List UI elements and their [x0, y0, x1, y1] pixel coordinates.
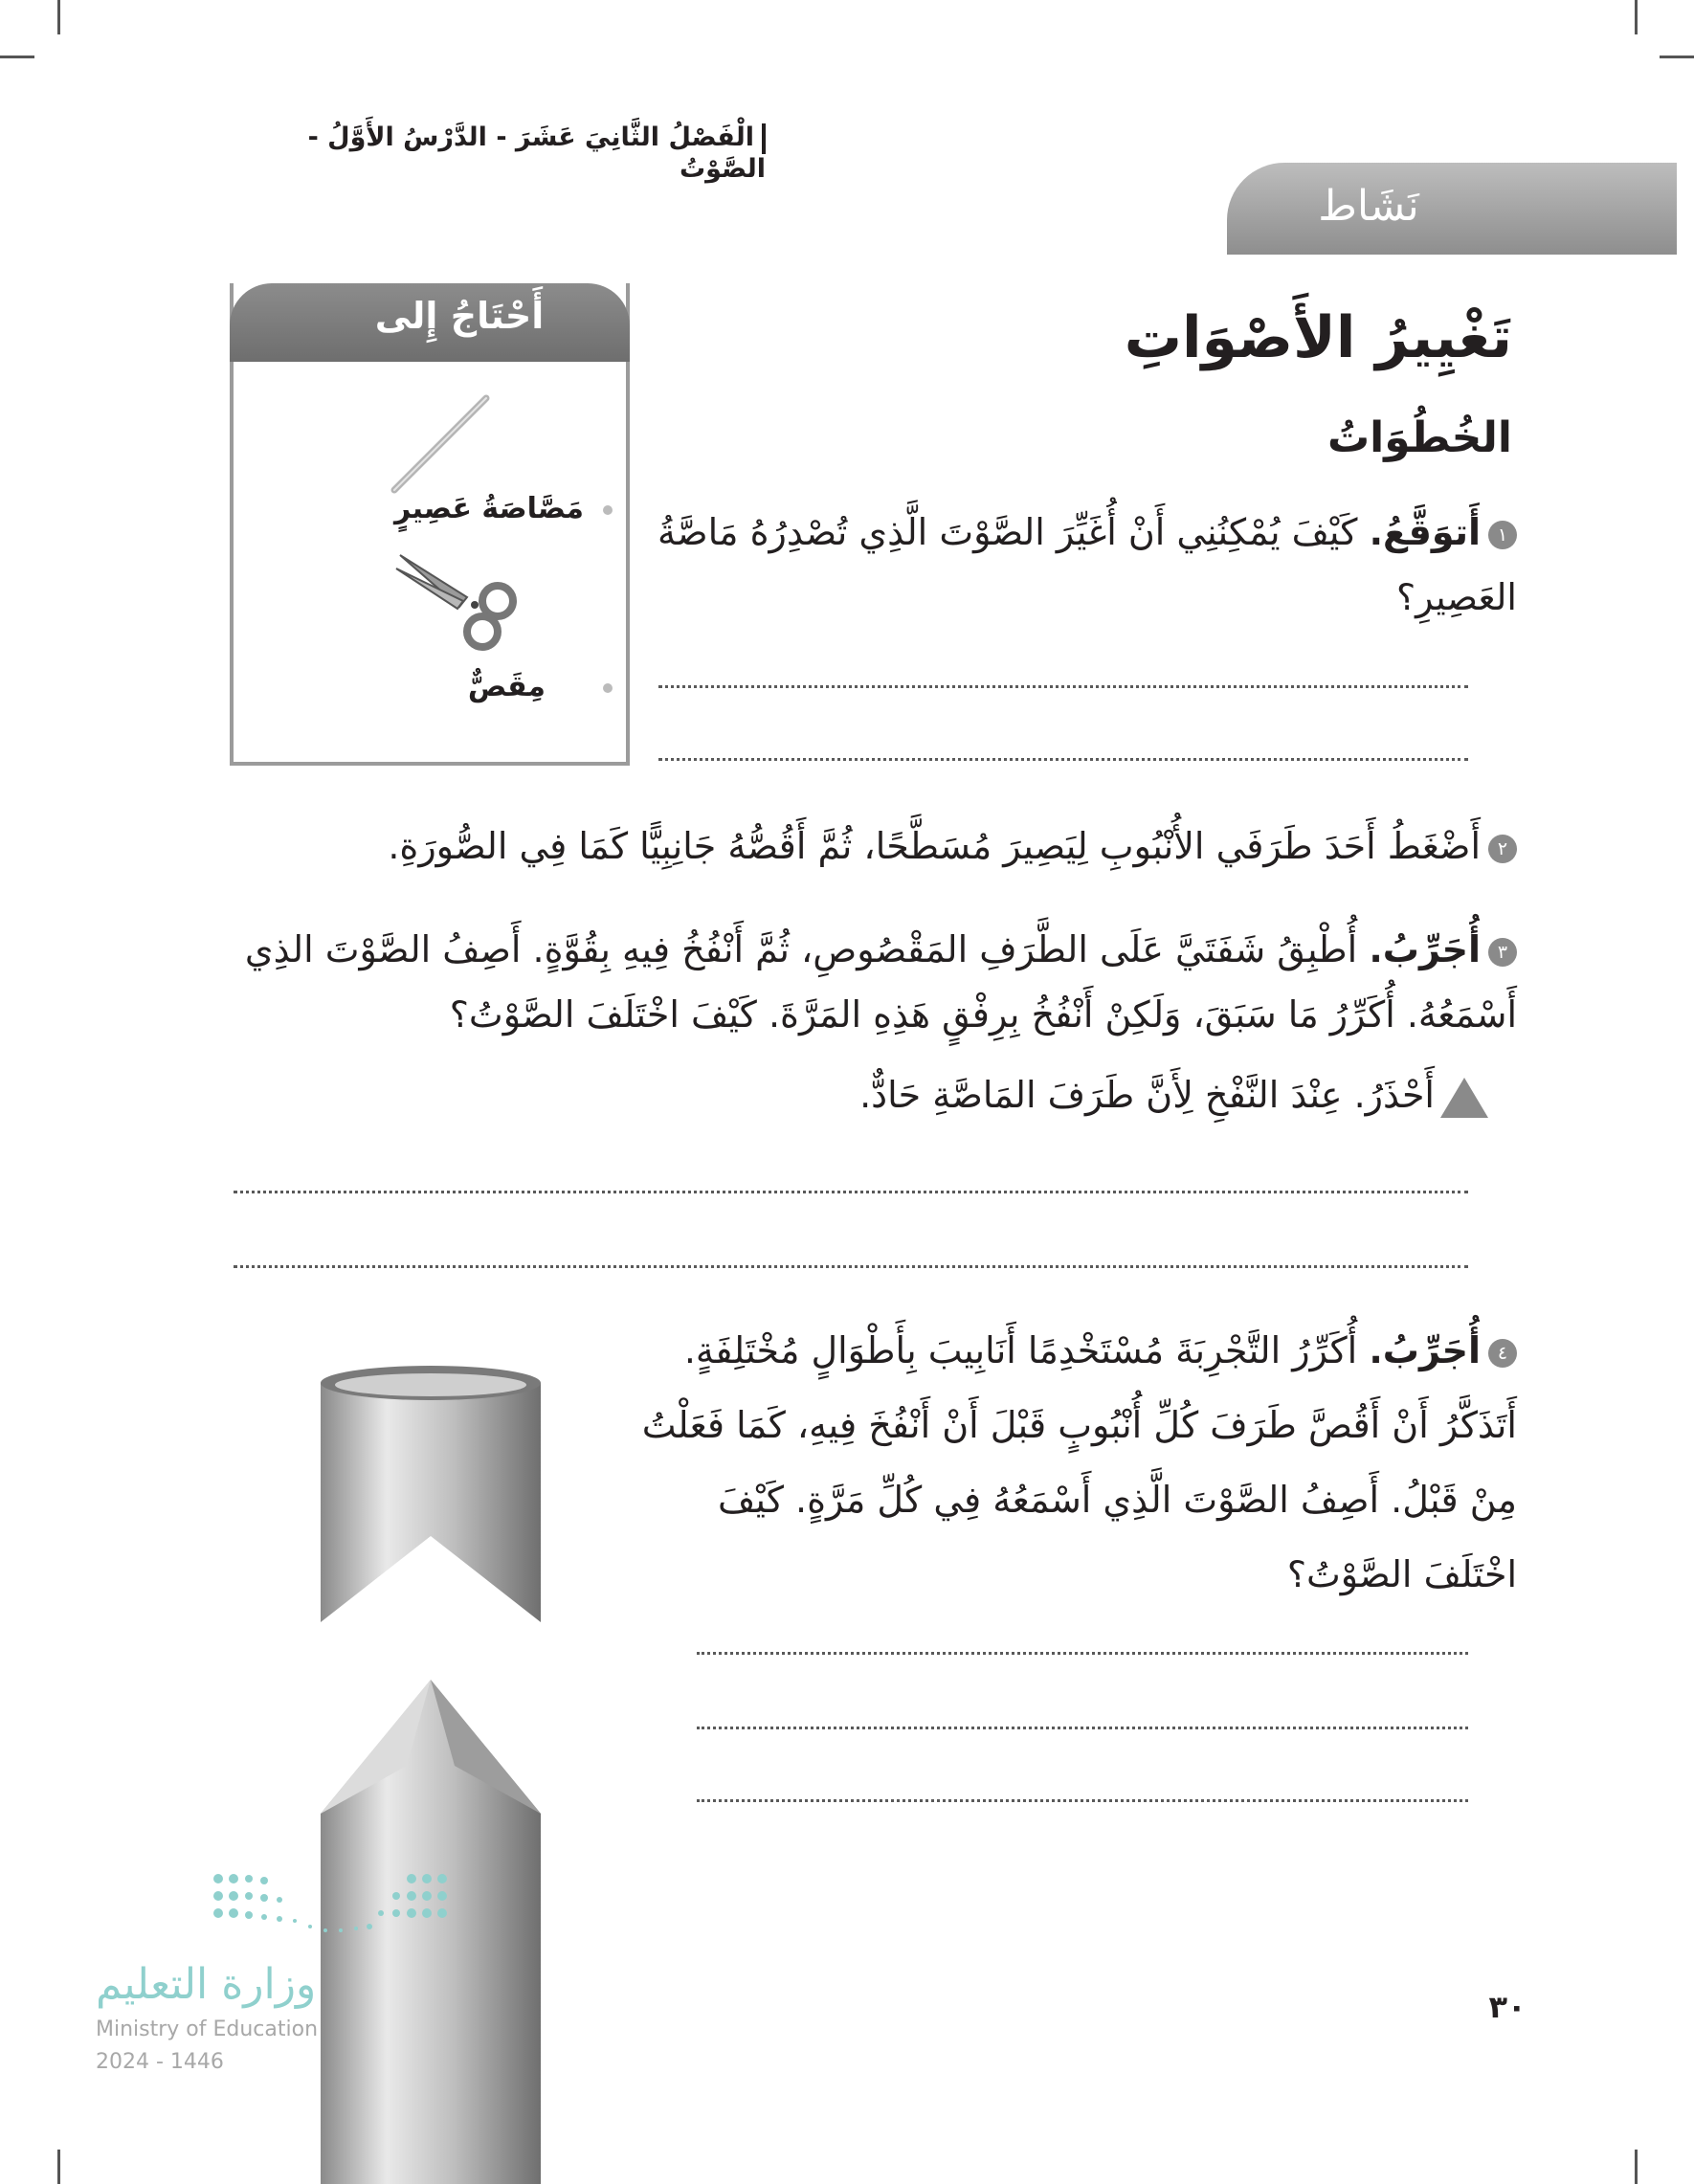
step-text: أَضْغَطُ أَحَدَ طَرَفَي الأُنْبُوبِ لِيَصِيرَ مُسَطَّحًا، ثُمَّ أَقُصُّهُ جَانِبِيًّا كَمَا فِي الصُّورَةِ. [388, 825, 1481, 867]
steps-heading: الخُطُوَاتُ [1326, 413, 1512, 462]
answer-line[interactable] [658, 685, 1468, 688]
crop-mark [57, 2150, 60, 2184]
warning-triangle-icon [1440, 1078, 1488, 1118]
step-number: ٣ [1488, 938, 1517, 967]
breadcrumb [220, 123, 766, 184]
breadcrumb-text: الْفَصْلُ الثَّانِيَ عَشَرَ - الدَّرْسُ الأَوَّلُ - الصَّوْتُ [307, 123, 766, 184]
bullet [603, 683, 613, 693]
step-number: ٢ [1488, 835, 1517, 863]
bullet [603, 505, 613, 515]
safety-warning [670, 1062, 1488, 1127]
step-number: ٤ [1488, 1339, 1517, 1368]
step-number: ١ [1488, 521, 1517, 549]
ministry-logo-year: 2024 - 1446 [96, 2050, 224, 2074]
step-3 [230, 917, 1517, 1047]
crop-mark [1635, 2150, 1638, 2184]
answer-line[interactable] [234, 1191, 1468, 1193]
step-4 [632, 1313, 1517, 1612]
step-keyword: أُجَرِّبُ. [1369, 1329, 1481, 1371]
ministry-logo-english: Ministry of Education [96, 2017, 319, 2041]
step-text: أُكَرِّرُ التَّجْرِبَةَ مُسْتَخْدِمًا أَنَابِيبَ بِأَطْوَالٍ مُخْتَلِفَةٍ. أَتَذَكَّرُ أَنْ أَقُصَّ طَرَفَ كُلِّ أُنْبُوبٍ قَبْلَ أَنْ أَنْفُخَ فِيهِ، كَمَا فَعَلْتُ مِنْ قَبْلُ. أَصِفُ الصَّوْتَ الَّذِي أَسْمَعُهُ فِي كُلِّ مَرَّةٍ. كَيْفَ اخْتَلَفَ الصَّوْتُ؟ [641, 1329, 1517, 1595]
crop-mark [1635, 0, 1638, 34]
answer-line[interactable] [658, 758, 1468, 761]
straw-icon [383, 392, 498, 498]
step-keyword: أُجَرِّبُ. [1369, 928, 1481, 970]
answer-line[interactable] [697, 1652, 1468, 1655]
step-1 [651, 500, 1517, 630]
page-number: ٣٠ [1488, 1989, 1527, 2025]
step-text: أُطْبِقُ شَفَتَيَّ عَلَى الطَّرَفِ المَقْصُوصِ، ثُمَّ أَنْفُخُ فِيهِ بِقُوَّةٍ. أَصِفُ الصَّوْتَ الذِي أَسْمَعُهُ. أُكَرِّرُ مَا سَبَقَ، وَلَكِنْ أَنْفُخُ بِرِفْقٍ هَذِهِ المَرَّةَ. كَيْفَ اخْتَلَفَ الصَّوْتُ؟ [244, 928, 1517, 1036]
step-text: كَيْفَ يُمْكِنُنِي أَنْ أُغَيِّرَ الصَّوْتَ الَّذِي تُصْدِرُهُ مَاصَّةُ العَصِيرِ؟ [657, 511, 1517, 618]
ministry-logo-dots [211, 1871, 450, 1948]
materials-heading: أَحْتَاجُ إِلى [374, 295, 545, 337]
crop-mark [1660, 56, 1694, 58]
answer-line[interactable] [697, 1799, 1468, 1802]
answer-line[interactable] [234, 1265, 1468, 1268]
crop-mark [0, 56, 34, 58]
answer-line[interactable] [697, 1727, 1468, 1729]
step-2 [230, 813, 1517, 879]
material-label: مِقَصٌّ [467, 670, 546, 703]
material-label: مَصَّاصَةُ عَصِيرٍ [394, 492, 584, 525]
material-item-scissors [373, 670, 613, 703]
ministry-logo-arabic: وزارة التعليم [96, 1960, 317, 2009]
activity-title: تَغْيِيرُ الأَصْوَاتِ [1124, 304, 1512, 371]
breadcrumb-bar [762, 123, 766, 154]
activity-tab-label: نَشَاط [1318, 182, 1419, 231]
step-keyword: أَتوَقَّعُ. [1369, 511, 1481, 553]
cut-straw-illustration [311, 1364, 569, 2184]
material-item-straw [373, 492, 613, 525]
scissors-icon [392, 547, 526, 653]
crop-mark [57, 0, 60, 34]
warning-text: أَحْذَرُ. عِنْدَ النَّفْخِ لِأَنَّ طَرَفَ المَاصَّةِ حَادٌّ. [859, 1074, 1435, 1116]
